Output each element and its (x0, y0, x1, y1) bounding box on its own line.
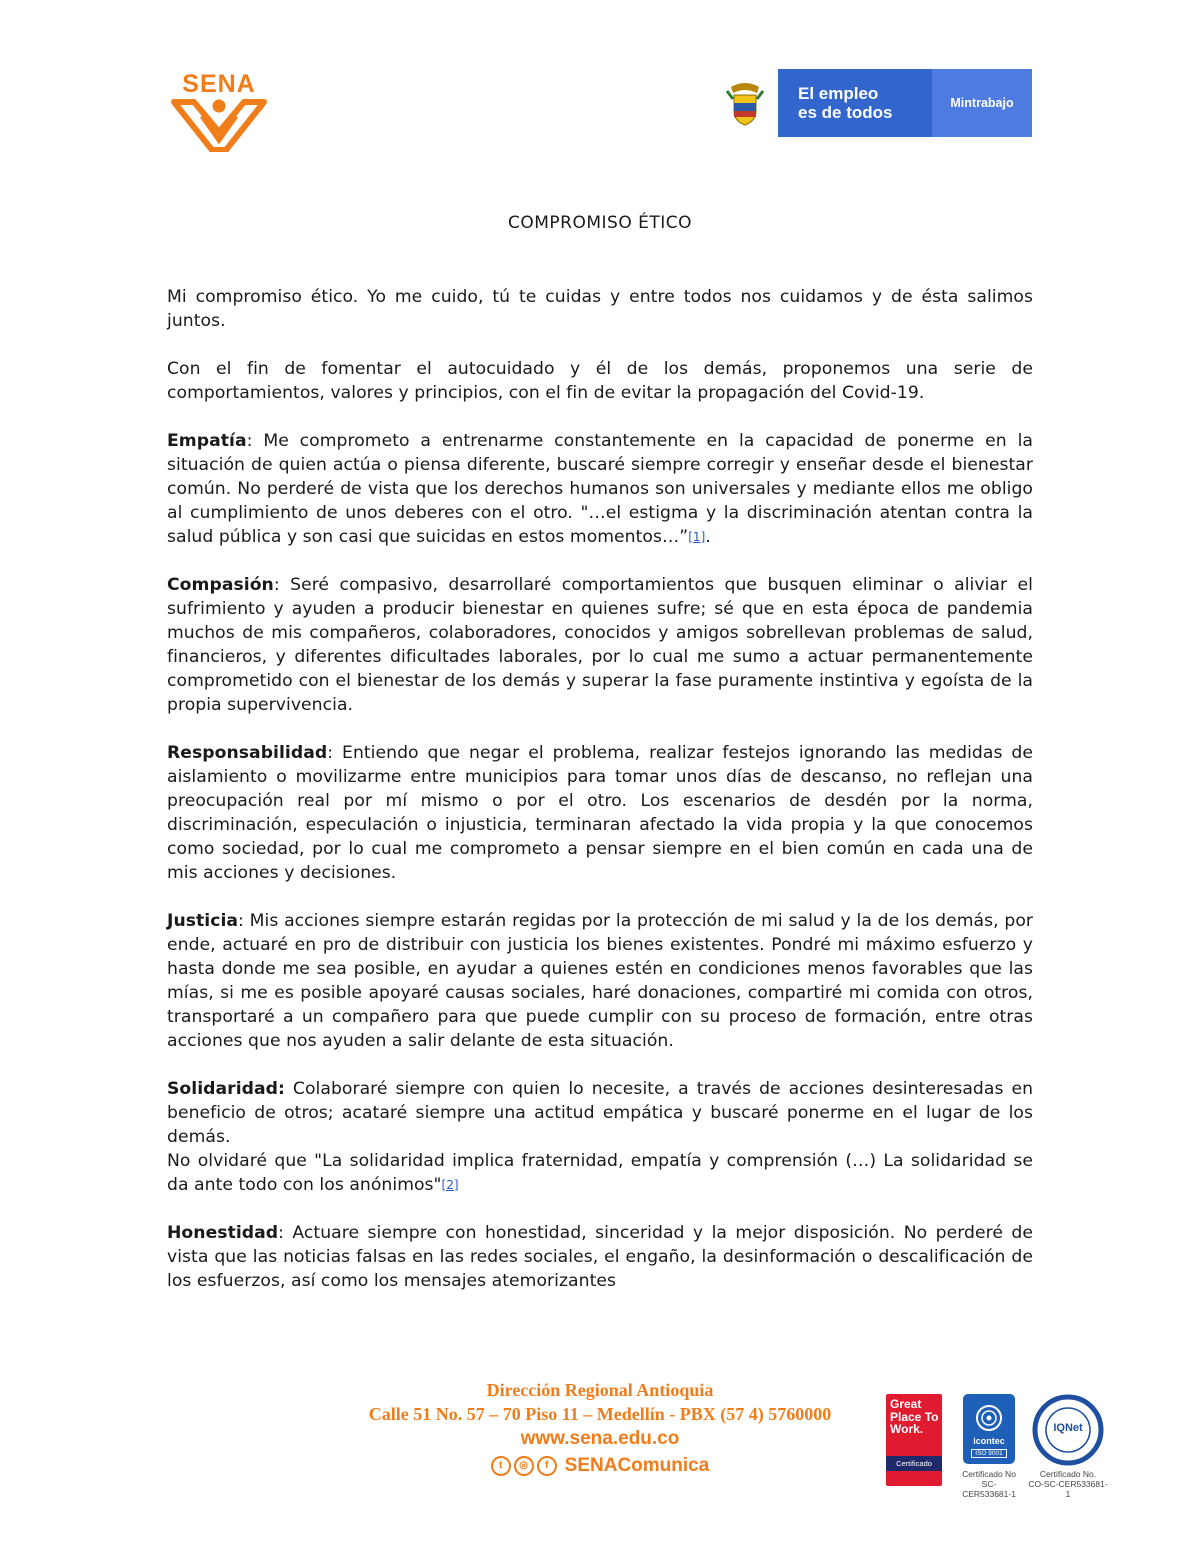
compasion-paragraph (167, 573, 1033, 717)
instagram-icon[interactable]: ◎ (514, 1456, 534, 1476)
sena-logo-text: SENA (182, 70, 256, 98)
responsabilidad-text: Entiendo que negar el problema, realizar festejos ignorando las medidas de aislamiento o movilizarme entre municipios para tomar unos días de descanso, no reflejan una preocupación real por mí mismo o por el otro. Los escenarios de desdén por la norma, discriminación, especulación o injusticia, terminaran afectado la vida propia y la que conocemos como sociedad, por lo cual me comprometo a pensar siempre en el bien común en cada una de mis acciones y decisiones. (167, 743, 1033, 883)
ministry-label: Mintrabajo (932, 69, 1032, 137)
cert2-caption-line1: Certificado No. (1039, 1469, 1097, 1479)
solidaridad-term: Solidaridad: (167, 1079, 285, 1099)
responsabilidad-term: Responsabilidad (167, 743, 328, 763)
footnote-link-1[interactable]: [1] (688, 530, 706, 544)
footer-social (335, 1453, 865, 1479)
sena-figure-icon (164, 70, 274, 152)
iqnet-certificate-caption (1026, 1469, 1110, 1499)
document-title: COMPROMISO ÉTICO (507, 213, 692, 233)
intro-paragraph-1: Mi compromiso ético. Yo me cuido, tú te cuidas y entre todos nos cuidamos y de ésta salimos juntos. (167, 287, 1033, 331)
compasion-sep: : (273, 575, 291, 595)
empatia-sep: : (246, 431, 264, 451)
footer-website[interactable]: www.sena.edu.co (520, 1428, 680, 1449)
compasion-text: Seré compasivo, desarrollaré comportamientos que busquen eliminar o aliviar el sufrimiento y ayuden a producir bienestar en quienes sufre; sé que en esta época de pandemia muchos de mis compañeros, colaboradores, conocidos y amigos sobrellevan problemas de salud, financieros, y diferentes dificultades laborales, por lo cual me sumo a actuar permanentemente comprometido con el bienestar de los demás y superar la fase puramente instintiva y egoísta de la propia supervivencia. (167, 575, 1033, 715)
icontec-label: icontec (973, 1436, 1005, 1446)
honestidad-sep: : (278, 1223, 293, 1243)
justicia-sep: : (238, 911, 250, 931)
gptw-cert-label: Certificado (886, 1456, 942, 1471)
honestidad-paragraph (167, 1221, 1033, 1293)
cert2-caption-line2: CO-SC-CER533681-1 (1028, 1479, 1108, 1499)
gov-slogan (778, 84, 932, 122)
solidaridad-text: Colaboraré siempre con quien lo necesite, a través de acciones desinteresadas en beneficio de otros; acataré siempre una actitud empática y buscaré ponerme en el lugar de los demás. (167, 1079, 1034, 1147)
empatia-term: Empatía (167, 431, 247, 451)
compasion-term: Compasión (167, 575, 274, 595)
empatia-tail: . (705, 527, 711, 547)
social-handle[interactable]: SENAComunica (564, 1455, 710, 1476)
solidaridad-quote: No olvidaré que "La solidaridad implica fraternidad, empatía y comprensión (…) La solidaridad se da ante todo con los anónimos" (167, 1151, 1033, 1195)
responsabilidad-sep: : (327, 743, 343, 763)
intro-paragraph-2: Con el fin de fomentar el autocuidado y él de los demás, proponemos una serie de comportamientos, valores y principios, con el fin de evitar la propagación del Covid-19. (167, 359, 1033, 403)
empatia-text: Me comprometo a entrenarme constantemente en la capacidad de ponerme en la situación de quien actúa o piensa diferente, buscaré siempre corregir y enseñar desde el bienestar común. No perderé de vista que los derechos humanos son universales y mediante ellos me obligo al cumplimiento de unos deberes con el otro. "…el estigma y la discriminación atentan contra la salud pública y son casi que suicidas en estos momentos…” (167, 431, 1033, 547)
colombia-crest-icon (712, 69, 778, 137)
empatia-paragraph (167, 429, 1033, 549)
icontec-iso: ISO 9001 (971, 1449, 1007, 1458)
gov-slogan-line1: El empleo (798, 84, 879, 103)
gov-slogan-line2: es de todos (798, 103, 893, 122)
footer-address: Calle 51 No. 57 – 70 Piso 11 – Medellín - PBX (57 4) 5760000 (368, 1404, 832, 1424)
iqnet-label: IQNet (1053, 1422, 1083, 1434)
responsabilidad-paragraph (167, 741, 1033, 885)
honestidad-text: Actuare siempre con honestidad, sinceridad y la mejor disposición. No perderé de vista que las noticias falsas en las redes sociales, el engaño, la desinformación o descalificación de los esfuerzos, así como los mensajes atemorizantes (167, 1223, 1033, 1291)
sena-logo (164, 70, 274, 152)
twitter-icon[interactable]: t (491, 1456, 511, 1476)
gov-banner (712, 69, 1032, 137)
footer-contact (335, 1378, 865, 1479)
solidaridad-paragraph (167, 1077, 1033, 1197)
justicia-term: Justicia (167, 911, 239, 931)
cert1-caption-line2: SC-CER533681-1 (962, 1479, 1016, 1499)
footer-regional: Dirección Regional Antioquia (486, 1380, 714, 1400)
gptw-text: Great Place To Work. (890, 1397, 939, 1436)
icontec-certificate-caption (958, 1469, 1020, 1499)
justicia-paragraph (167, 909, 1033, 1053)
honestidad-term: Honestidad (167, 1223, 279, 1243)
great-place-to-work-badge (886, 1394, 942, 1486)
cert1-caption-line1: Certificado No (962, 1469, 1016, 1479)
icontec-seal-icon (963, 1400, 1015, 1440)
document-body (167, 285, 1033, 1317)
footnote-link-2[interactable]: [2] (441, 1178, 459, 1192)
icontec-badge (963, 1394, 1015, 1464)
solidaridad-sep (285, 1079, 293, 1099)
iqnet-badge (1032, 1394, 1104, 1466)
facebook-icon[interactable]: f (537, 1456, 557, 1476)
justicia-text: Mis acciones siempre estarán regidas por la protección de mi salud y la de los demás, por ende, actuaré en pro de distribuir con justicia los bienes existentes. Pondré mi máximo esfuerzo y hasta donde me sea posible, en ayudar a quienes estén en condiciones menos favorables que las mías, si me es posible apoyaré causas sociales, haré donaciones, compartiré mi comida con otros, transportaré a un compañero para que puede cumplir con su proceso de formación, entre otras acciones que nos ayuden a salir delante de esta situación. (167, 911, 1033, 1051)
